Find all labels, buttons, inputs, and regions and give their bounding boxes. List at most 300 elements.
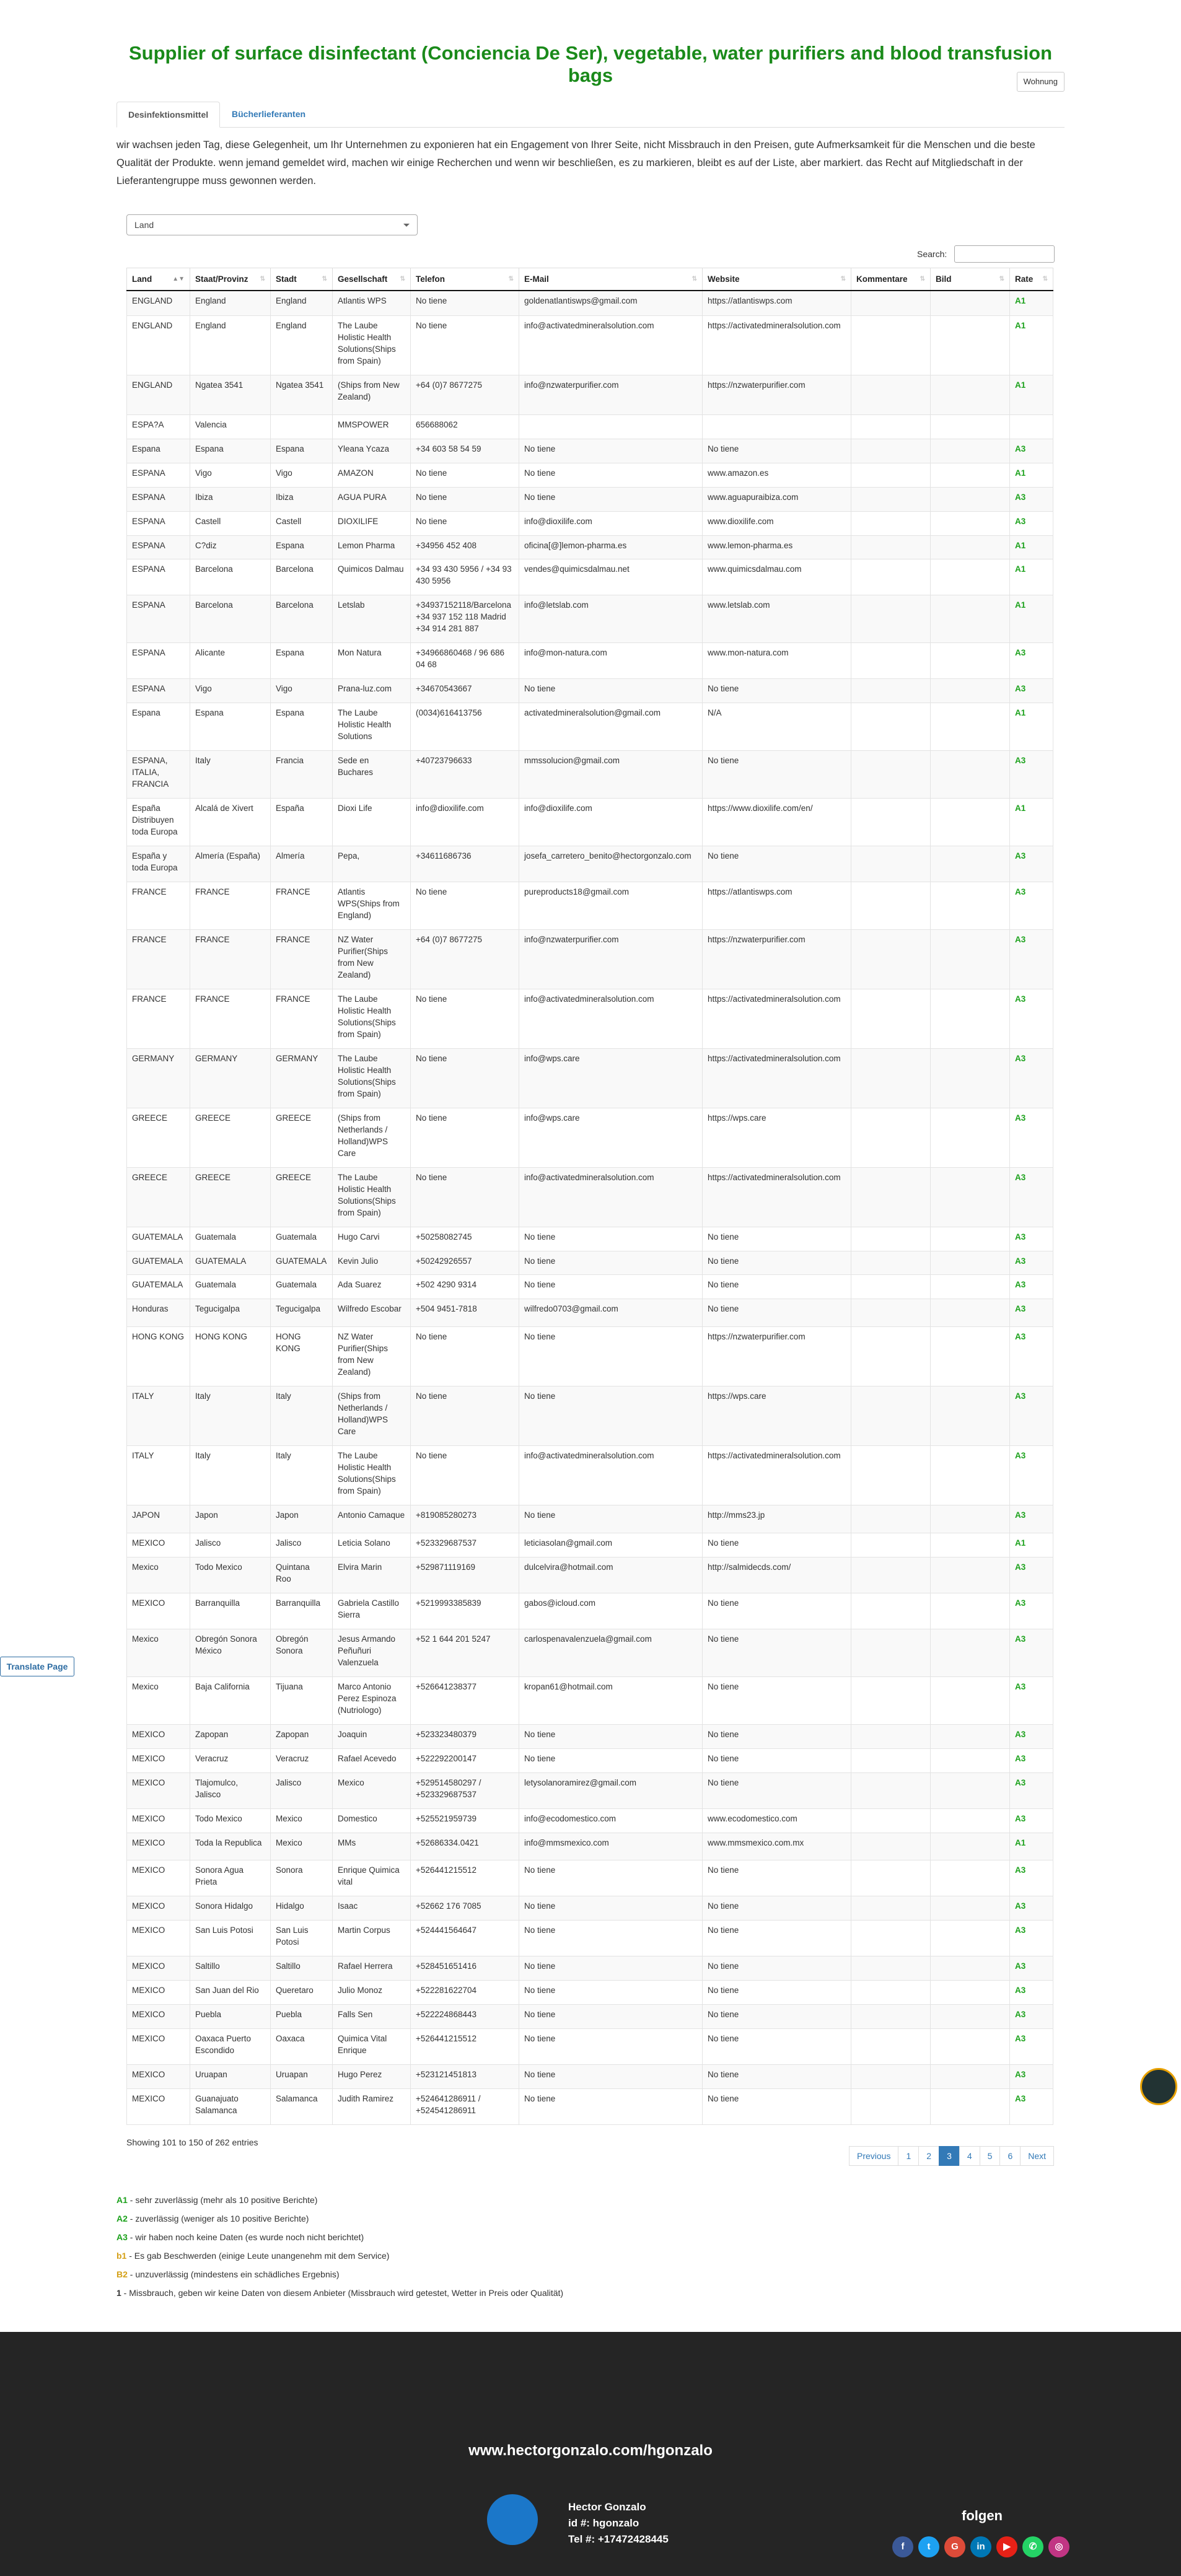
social-links xyxy=(892,2536,1074,2557)
cell-bild xyxy=(931,2065,1010,2089)
sort-icon: ⇅ xyxy=(1042,276,1048,283)
google-icon[interactable]: G xyxy=(944,2536,965,2557)
cell-kommentare xyxy=(851,595,931,643)
cell-stadt xyxy=(271,414,333,439)
cell-bild xyxy=(931,375,1010,414)
cell-rate: A3 xyxy=(1010,643,1053,679)
page-link-1[interactable]: 1 xyxy=(898,2146,919,2166)
cell-website: https://nzwaterpurifier.com xyxy=(703,929,851,989)
tab-bar xyxy=(116,102,1065,128)
cell-e-mail: No tiene xyxy=(519,1748,703,1772)
cell-telefon: +50242926557 xyxy=(411,1251,519,1275)
cell-rate: A3 xyxy=(1010,487,1053,511)
cell-bild xyxy=(931,595,1010,643)
cell-staat-provinz: FRANCE xyxy=(190,929,271,989)
cell-rate: A3 xyxy=(1010,1956,1053,1981)
linkedin-icon[interactable]: in xyxy=(970,2536,991,2557)
cell-bild xyxy=(931,291,1010,316)
cell-website: No tiene xyxy=(703,1533,851,1557)
cell-telefon: +34 93 430 5956 / +34 93 430 5956 xyxy=(411,559,519,595)
cell-staat-provinz: HONG KONG xyxy=(190,1327,271,1387)
table-row xyxy=(127,463,1053,487)
table-row xyxy=(127,989,1053,1048)
table-row xyxy=(127,2065,1053,2089)
cell-stadt: Espana xyxy=(271,535,333,559)
cell-gesellschaft: NZ Water Purifier(Ships from New Zealand) xyxy=(333,1327,411,1387)
cell-rate: A3 xyxy=(1010,1275,1053,1299)
cell-website: No tiene xyxy=(703,751,851,799)
cell-e-mail: No tiene xyxy=(519,2065,703,2089)
table-row xyxy=(127,487,1053,511)
cell-e-mail: kropan61@hotmail.com xyxy=(519,1676,703,1724)
column-header-kommentare[interactable]: Kommentare ⇅ xyxy=(851,268,931,291)
cell-e-mail: No tiene xyxy=(519,2005,703,2029)
sort-icon: ⇅ xyxy=(840,276,846,283)
cell-staat-provinz: Barcelona xyxy=(190,559,271,595)
cell-stadt: HONG KONG xyxy=(271,1327,333,1387)
cell-rate: A3 xyxy=(1010,2029,1053,2065)
cell-stadt: Tegucigalpa xyxy=(271,1299,333,1327)
cell-bild xyxy=(931,2005,1010,2029)
cell-telefon: +522281622704 xyxy=(411,1981,519,2005)
cell-rate: A1 xyxy=(1010,535,1053,559)
cell-gesellschaft: (Ships from Netherlands / Holland)WPS Care xyxy=(333,1108,411,1167)
cell-gesellschaft: Enrique Quimica vital xyxy=(333,1860,411,1896)
cell-rate: A1 xyxy=(1010,595,1053,643)
instagram-icon[interactable]: ◎ xyxy=(1048,2536,1069,2557)
sort-icon: ⇅ xyxy=(508,276,514,283)
cell-gesellschaft: Judith Ramirez xyxy=(333,2088,411,2124)
table-row xyxy=(127,1772,1053,1808)
cell-staat-provinz: Todo Mexico xyxy=(190,1557,271,1593)
page-link-6[interactable]: 6 xyxy=(999,2146,1021,2166)
cell-kommentare xyxy=(851,679,931,703)
cell-bild xyxy=(931,1724,1010,1748)
legend-item: A1 - sehr zuverlässig (mehr als 10 positive Berichte) xyxy=(116,2195,318,2205)
cell-website: http://salmidecds.com/ xyxy=(703,1557,851,1593)
cell-land: Mexico xyxy=(127,1629,190,1676)
page-link-2[interactable]: 2 xyxy=(918,2146,939,2166)
cell-stadt: Puebla xyxy=(271,2005,333,2029)
cell-rate: A3 xyxy=(1010,2005,1053,2029)
cell-stadt: Vigo xyxy=(271,679,333,703)
cell-stadt: Obregón Sonora xyxy=(271,1629,333,1676)
cell-land: GREECE xyxy=(127,1167,190,1227)
cell-e-mail: info@activatedmineralsolution.com xyxy=(519,1446,703,1505)
column-header-land[interactable]: Land ▲▼ xyxy=(127,268,190,291)
cell-e-mail: No tiene xyxy=(519,463,703,487)
cell-rate: A3 xyxy=(1010,1557,1053,1593)
footer-url[interactable]: www.hectorgonzalo.com/hgonzalo xyxy=(468,2442,713,2459)
twitter-icon[interactable]: t xyxy=(918,2536,939,2557)
cell-telefon: +34611686736 xyxy=(411,846,519,882)
cell-kommentare xyxy=(851,2065,931,2089)
cell-kommentare xyxy=(851,2029,931,2065)
search-input[interactable] xyxy=(954,245,1055,263)
cell-kommentare xyxy=(851,1593,931,1629)
cell-telefon: No tiene xyxy=(411,1327,519,1387)
cell-rate: A3 xyxy=(1010,1387,1053,1446)
cell-staat-provinz: Oaxaca Puerto Escondido xyxy=(190,2029,271,2065)
cell-gesellschaft: Wilfredo Escobar xyxy=(333,1299,411,1327)
cell-kommentare xyxy=(851,1275,931,1299)
cell-bild xyxy=(931,1772,1010,1808)
cell-kommentare xyxy=(851,1108,931,1167)
cell-kommentare xyxy=(851,1833,931,1860)
cell-kommentare xyxy=(851,1956,931,1981)
cell-e-mail: No tiene xyxy=(519,2088,703,2124)
cell-gesellschaft: Pepa, xyxy=(333,846,411,882)
cell-staat-provinz: Alcalá de Xivert xyxy=(190,799,271,846)
page-link-5[interactable]: 5 xyxy=(980,2146,1001,2166)
cell-staat-provinz: FRANCE xyxy=(190,989,271,1048)
table-row xyxy=(127,559,1053,595)
column-header-rate[interactable]: Rate ⇅ xyxy=(1010,268,1053,291)
cell-website: https://wps.care xyxy=(703,1108,851,1167)
page-link-previous[interactable]: Previous xyxy=(849,2146,898,2166)
cell-website: N/A xyxy=(703,703,851,751)
cell-telefon: +34937152118/Barcelona +34 937 152 118 Madrid +34 914 281 887 xyxy=(411,595,519,643)
table-row xyxy=(127,643,1053,679)
cell-staat-provinz: Sonora Agua Prieta xyxy=(190,1860,271,1896)
cell-telefon: +526641238377 xyxy=(411,1676,519,1724)
cell-staat-provinz: Espana xyxy=(190,439,271,463)
cell-bild xyxy=(931,1533,1010,1557)
column-header-website[interactable]: Website ⇅ xyxy=(703,268,851,291)
cell-website: No tiene xyxy=(703,1275,851,1299)
cell-gesellschaft: Isaac xyxy=(333,1896,411,1921)
cell-staat-provinz: Italy xyxy=(190,1387,271,1446)
column-header-gesellschaft[interactable]: Gesellschaft ⇅ xyxy=(333,268,411,291)
cell-kommentare xyxy=(851,1860,931,1896)
cell-land: FRANCE xyxy=(127,989,190,1048)
legend-item: b1 - Es gab Beschwerden (einige Leute unangenehm mit dem Service) xyxy=(116,2251,390,2261)
cell-website: No tiene xyxy=(703,1748,851,1772)
cell-bild xyxy=(931,929,1010,989)
cell-telefon: +819085280273 xyxy=(411,1505,519,1533)
cell-staat-provinz: Baja California xyxy=(190,1676,271,1724)
translate-page-button[interactable]: Translate Page xyxy=(0,1657,74,1676)
cell-gesellschaft: Atlantis WPS xyxy=(333,291,411,316)
cell-telefon: +34966860468 / 96 686 04 68 xyxy=(411,643,519,679)
cell-e-mail: No tiene xyxy=(519,679,703,703)
cell-bild xyxy=(931,463,1010,487)
cell-staat-provinz: Todo Mexico xyxy=(190,1808,271,1833)
page-link-4[interactable]: 4 xyxy=(959,2146,980,2166)
cell-kommentare xyxy=(851,559,931,595)
cell-gesellschaft: (Ships from New Zealand) xyxy=(333,375,411,414)
cell-land: MEXICO xyxy=(127,1860,190,1896)
cell-stadt: Queretaro xyxy=(271,1981,333,2005)
cell-staat-provinz: Sonora Hidalgo xyxy=(190,1896,271,1921)
cell-kommentare xyxy=(851,1387,931,1446)
cell-land: ESPANA xyxy=(127,463,190,487)
cell-website: https://nzwaterpurifier.com xyxy=(703,375,851,414)
cell-bild xyxy=(931,1108,1010,1167)
cell-kommentare xyxy=(851,1896,931,1921)
cell-staat-provinz: Guanajuato Salamanca xyxy=(190,2088,271,2124)
column-header-staat-provinz[interactable]: Staat/Provinz ⇅ xyxy=(190,268,271,291)
contact-name: Hector Gonzalo xyxy=(568,2501,646,2513)
cell-rate: A3 xyxy=(1010,1629,1053,1676)
cell-kommentare xyxy=(851,1446,931,1505)
cell-staat-provinz: Italy xyxy=(190,751,271,799)
cell-stadt: GREECE xyxy=(271,1167,333,1227)
cell-bild xyxy=(931,1275,1010,1299)
legend-item: A3 - wir haben noch keine Daten (es wurde noch nicht berichtet) xyxy=(116,2232,364,2242)
cell-stadt: Sonora xyxy=(271,1860,333,1896)
table-row xyxy=(127,846,1053,882)
cell-stadt: Vigo xyxy=(271,463,333,487)
cell-gesellschaft: Rafael Herrera xyxy=(333,1956,411,1981)
whatsapp-icon[interactable]: ✆ xyxy=(1022,2536,1043,2557)
cell-bild xyxy=(931,535,1010,559)
cell-kommentare xyxy=(851,703,931,751)
cell-e-mail: goldenatlantiswps@gmail.com xyxy=(519,291,703,316)
cell-bild xyxy=(931,1593,1010,1629)
cell-stadt: Jalisco xyxy=(271,1772,333,1808)
cell-bild xyxy=(931,1860,1010,1896)
cell-land: ITALY xyxy=(127,1387,190,1446)
cell-kommentare xyxy=(851,1748,931,1772)
cell-rate: A3 xyxy=(1010,929,1053,989)
cell-telefon: +40723796633 xyxy=(411,751,519,799)
cell-stadt: GUATEMALA xyxy=(271,1251,333,1275)
cell-e-mail: leticiasolan@gmail.com xyxy=(519,1533,703,1557)
sort-icon: ⇅ xyxy=(691,276,697,283)
column-header-telefon[interactable]: Telefon ⇅ xyxy=(411,268,519,291)
cell-stadt: GREECE xyxy=(271,1108,333,1167)
table-row xyxy=(127,882,1053,929)
tab-book-suppliers[interactable]: Bücherlieferanten xyxy=(232,109,306,119)
column-header-stadt[interactable]: Stadt ⇅ xyxy=(271,268,333,291)
cell-gesellschaft: AMAZON xyxy=(333,463,411,487)
cell-telefon: No tiene xyxy=(411,291,519,316)
cell-staat-provinz: Ibiza xyxy=(190,487,271,511)
table-row xyxy=(127,929,1053,989)
cell-bild xyxy=(931,1808,1010,1833)
cell-land: ESPANA xyxy=(127,559,190,595)
cell-staat-provinz: Espana xyxy=(190,703,271,751)
home-button[interactable]: Wohnung xyxy=(1017,72,1065,92)
cell-website: www.mon-natura.com xyxy=(703,643,851,679)
cell-e-mail: No tiene xyxy=(519,1724,703,1748)
cell-website: No tiene xyxy=(703,2065,851,2089)
cell-land: FRANCE xyxy=(127,929,190,989)
cell-land: ESPANA xyxy=(127,487,190,511)
cell-stadt: Saltillo xyxy=(271,1956,333,1981)
cell-staat-provinz: Castell xyxy=(190,511,271,535)
cell-gesellschaft: Elvira Marin xyxy=(333,1557,411,1593)
cell-stadt: Jalisco xyxy=(271,1533,333,1557)
cell-rate: A1 xyxy=(1010,1833,1053,1860)
cell-rate: A3 xyxy=(1010,846,1053,882)
cell-rate: A3 xyxy=(1010,1108,1053,1167)
cell-stadt: Francia xyxy=(271,751,333,799)
column-header-bild[interactable]: Bild ⇅ xyxy=(931,268,1010,291)
cell-rate: A3 xyxy=(1010,1505,1053,1533)
cell-stadt: Mexico xyxy=(271,1833,333,1860)
cell-website: No tiene xyxy=(703,1724,851,1748)
cell-rate: A3 xyxy=(1010,1921,1053,1956)
sort-icon: ⇅ xyxy=(322,276,327,283)
legend-item: 1 - Missbrauch, geben wir keine Daten von diesem Anbieter (Missbrauch wird getestet, Wetter in Preis oder Qualität) xyxy=(116,2288,564,2298)
cell-e-mail: info@mmsmexico.com xyxy=(519,1833,703,1860)
cell-staat-provinz: Tegucigalpa xyxy=(190,1299,271,1327)
cell-stadt: Uruapan xyxy=(271,2065,333,2089)
cell-stadt: Almería xyxy=(271,846,333,882)
cell-gesellschaft: AGUA PURA xyxy=(333,487,411,511)
table-row xyxy=(127,1896,1053,1921)
table-row xyxy=(127,1251,1053,1275)
page-link-3[interactable]: 3 xyxy=(939,2146,960,2166)
cell-e-mail: activatedmineralsolution@gmail.com xyxy=(519,703,703,751)
cell-e-mail: No tiene xyxy=(519,2029,703,2065)
cell-stadt: Oaxaca xyxy=(271,2029,333,2065)
cell-telefon: +529514580297 / +523329687537 xyxy=(411,1772,519,1808)
cell-website: No tiene xyxy=(703,1593,851,1629)
cell-website: https://atlantiswps.com xyxy=(703,291,851,316)
table-row xyxy=(127,1387,1053,1446)
cell-kommentare xyxy=(851,929,931,989)
page-link-next[interactable]: Next xyxy=(1020,2146,1054,2166)
cell-land: Honduras xyxy=(127,1299,190,1327)
table-row xyxy=(127,1227,1053,1251)
cell-e-mail xyxy=(519,414,703,439)
facebook-icon[interactable]: f xyxy=(892,2536,913,2557)
cell-stadt: Ngatea 3541 xyxy=(271,375,333,414)
cell-telefon: (0034)616413756 xyxy=(411,703,519,751)
cell-telefon: No tiene xyxy=(411,1387,519,1446)
cell-telefon: +52662 176 7085 xyxy=(411,1896,519,1921)
table-row xyxy=(127,1557,1053,1593)
cell-website: www.lemon-pharma.es xyxy=(703,535,851,559)
cell-e-mail: No tiene xyxy=(519,487,703,511)
cell-website: https://www.dioxilife.com/en/ xyxy=(703,799,851,846)
cell-telefon: +502 4290 9314 xyxy=(411,1275,519,1299)
cell-telefon: +64 (0)7 8677275 xyxy=(411,929,519,989)
cell-rate: A3 xyxy=(1010,2088,1053,2124)
cell-land: JAPON xyxy=(127,1505,190,1533)
cell-bild xyxy=(931,1446,1010,1505)
intro-text: wir wachsen jeden Tag, diese Gelegenheit, um Ihr Unternehmen zu exponieren hat ein Engagement von Ihrer Seite, nicht Missbrauch in den Preisen, gute Aufmerksamkeit für die Menschen und die beste Qualität der Produkte. wenn jemand gemeldet wird, machen wir einige Recherchen und wenn wir beschließen, es zu markieren, bleibt es auf der Liste, aber markiert. das Recht auf Mitgliedschaft in der Lieferantengruppe muss gewonnen werden. xyxy=(116,139,1035,186)
cell-e-mail: josefa_carretero_benito@hectorgonzalo.com xyxy=(519,846,703,882)
cell-e-mail: oficina[@]lemon-pharma.es xyxy=(519,535,703,559)
cell-telefon: +523323480379 xyxy=(411,1724,519,1748)
cell-telefon: No tiene xyxy=(411,1108,519,1167)
cell-gesellschaft: The Laube Holistic Health Solutions(Ships from Spain) xyxy=(333,1167,411,1227)
cell-kommentare xyxy=(851,1676,931,1724)
cell-land: MEXICO xyxy=(127,2065,190,2089)
cell-rate: A3 xyxy=(1010,1981,1053,2005)
cell-telefon: +50258082745 xyxy=(411,1227,519,1251)
cell-bild xyxy=(931,439,1010,463)
cell-stadt: Espana xyxy=(271,703,333,751)
column-header-e-mail[interactable]: E-Mail ⇅ xyxy=(519,268,703,291)
cell-e-mail: No tiene xyxy=(519,1956,703,1981)
cell-stadt: Espana xyxy=(271,643,333,679)
legend-item: B2 - unzuverlässig (mindestens ein schädliches Ergebnis) xyxy=(116,2269,340,2279)
cell-gesellschaft: Hugo Perez xyxy=(333,2065,411,2089)
cell-rate: A3 xyxy=(1010,751,1053,799)
cell-stadt: Italy xyxy=(271,1387,333,1446)
cell-rate: A3 xyxy=(1010,1251,1053,1275)
cell-staat-provinz: Japon xyxy=(190,1505,271,1533)
cell-rate: A1 xyxy=(1010,703,1053,751)
cell-rate: A1 xyxy=(1010,315,1053,375)
cell-gesellschaft: Mexico xyxy=(333,1772,411,1808)
cell-bild xyxy=(931,703,1010,751)
chat-widget-icon[interactable] xyxy=(1140,2068,1177,2105)
cell-rate: A3 xyxy=(1010,989,1053,1048)
cell-e-mail: No tiene xyxy=(519,1981,703,2005)
suppliers-table xyxy=(126,268,1053,2125)
cell-bild xyxy=(931,1956,1010,1981)
table-row xyxy=(127,1860,1053,1896)
table-row xyxy=(127,1533,1053,1557)
tab-disinfectants[interactable]: Desinfektionsmittel xyxy=(116,102,220,128)
country-filter-select[interactable] xyxy=(126,214,418,235)
cell-staat-provinz: Guatemala xyxy=(190,1275,271,1299)
cell-stadt: Hidalgo xyxy=(271,1896,333,1921)
cell-gesellschaft: The Laube Holistic Health Solutions(Ships from Spain) xyxy=(333,1048,411,1108)
cell-e-mail: No tiene xyxy=(519,1227,703,1251)
cell-land: GERMANY xyxy=(127,1048,190,1108)
cell-land: MEXICO xyxy=(127,1833,190,1860)
cell-land: ESPANA, ITALIA, FRANCIA xyxy=(127,751,190,799)
table-row xyxy=(127,439,1053,463)
youtube-icon[interactable]: ▶ xyxy=(996,2536,1017,2557)
cell-bild xyxy=(931,882,1010,929)
cell-staat-provinz: Vigo xyxy=(190,679,271,703)
cell-staat-provinz: GREECE xyxy=(190,1167,271,1227)
cell-kommentare xyxy=(851,511,931,535)
cell-website: No tiene xyxy=(703,1981,851,2005)
cell-stadt: Guatemala xyxy=(271,1275,333,1299)
cell-gesellschaft: Yleana Ycaza xyxy=(333,439,411,463)
table-row xyxy=(127,1748,1053,1772)
cell-bild xyxy=(931,1921,1010,1956)
sort-icon: ▲▼ xyxy=(172,276,185,283)
cell-rate xyxy=(1010,414,1053,439)
cell-stadt: Quintana Roo xyxy=(271,1557,333,1593)
cell-telefon: +504 9451-7818 xyxy=(411,1299,519,1327)
cell-kommentare xyxy=(851,291,931,316)
cell-staat-provinz: England xyxy=(190,315,271,375)
cell-rate: A3 xyxy=(1010,1167,1053,1227)
cell-e-mail: No tiene xyxy=(519,1251,703,1275)
cell-website: No tiene xyxy=(703,1772,851,1808)
cell-gesellschaft: Falls Sen xyxy=(333,2005,411,2029)
cell-kommentare xyxy=(851,1167,931,1227)
cell-gesellschaft: Kevin Julio xyxy=(333,1251,411,1275)
cell-website: No tiene xyxy=(703,1896,851,1921)
cell-bild xyxy=(931,989,1010,1048)
cell-bild xyxy=(931,2029,1010,2065)
cell-website: No tiene xyxy=(703,1251,851,1275)
table-row xyxy=(127,2029,1053,2065)
cell-e-mail: No tiene xyxy=(519,1387,703,1446)
cell-rate: A3 xyxy=(1010,1676,1053,1724)
cell-gesellschaft: Jesus Armando Peñuñuri Valenzuela xyxy=(333,1629,411,1676)
cell-website: https://atlantiswps.com xyxy=(703,882,851,929)
cell-bild xyxy=(931,679,1010,703)
table-row xyxy=(127,1327,1053,1387)
sort-icon: ⇅ xyxy=(260,276,265,283)
cell-land: MEXICO xyxy=(127,1896,190,1921)
cell-telefon: No tiene xyxy=(411,1446,519,1505)
chevron-down-icon xyxy=(403,224,410,227)
